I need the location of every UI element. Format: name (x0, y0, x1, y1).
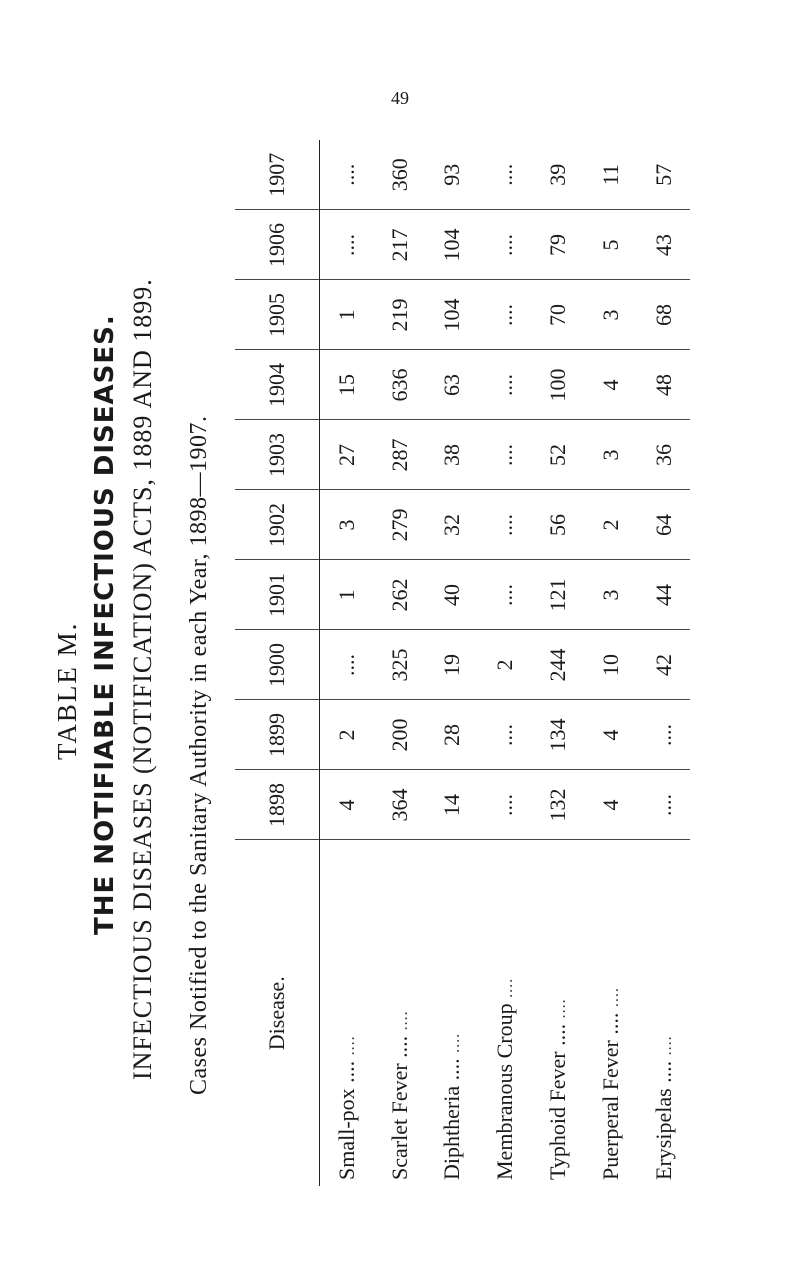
value-cell: 360 (373, 140, 426, 210)
value-cell: 100 (532, 350, 585, 420)
value-cell: .... (479, 140, 532, 210)
value-cell: 10 (584, 630, 637, 700)
value-cell: 44 (637, 560, 690, 630)
table-row (320, 140, 374, 1186)
value-cell: 64 (637, 490, 690, 560)
value-cell: .... (479, 210, 532, 280)
disease-name: Erysipelas .... (650, 1060, 676, 1180)
value-cell: 134 (532, 700, 585, 770)
value-cell: 93 (426, 140, 479, 210)
value-cell: 5 (584, 210, 637, 280)
value-cell: 244 (532, 630, 585, 700)
value-cell: .... (479, 490, 532, 560)
value-cell: 217 (373, 210, 426, 280)
value-cell: .... (479, 350, 532, 420)
year-header: 1904 (235, 350, 320, 420)
value-cell: 4 (584, 700, 637, 770)
value-cell: .... (320, 210, 374, 280)
table-label: TABLE M. (52, 621, 82, 760)
value-cell: 2 (584, 490, 637, 560)
value-cell: 636 (373, 350, 426, 420)
value-cell: .... (637, 770, 690, 840)
value-cell: 2 (320, 700, 374, 770)
year-header: 1905 (235, 280, 320, 350)
value-cell: 32 (426, 490, 479, 560)
leader-dots: .... (393, 1010, 411, 1031)
cases-table (235, 140, 690, 1186)
value-cell: 200 (373, 700, 426, 770)
cases-table-container (235, 140, 690, 1186)
value-cell: 4 (320, 770, 374, 840)
disease-name: Small-pox .... (333, 1060, 359, 1180)
value-cell: .... (479, 560, 532, 630)
value-cell: 19 (426, 630, 479, 700)
disease-name: Membranous Croup (492, 1003, 518, 1180)
value-cell: 52 (532, 420, 585, 490)
disease-name: Scarlet Fever .... (386, 1035, 412, 1180)
value-cell: 2 (479, 630, 532, 700)
value-cell: 364 (373, 770, 426, 840)
year-header: 1900 (235, 630, 320, 700)
value-cell: 1 (320, 280, 374, 350)
value-cell: 36 (637, 420, 690, 490)
year-header: 1907 (235, 140, 320, 210)
table-row (479, 140, 532, 1186)
disease-cell (584, 840, 637, 1186)
value-cell: 70 (532, 280, 585, 350)
value-cell: 121 (532, 560, 585, 630)
leader-dots: .... (446, 1032, 464, 1053)
value-cell: 3 (584, 420, 637, 490)
disease-cell (373, 840, 426, 1186)
value-cell: .... (320, 140, 374, 210)
value-cell: 3 (584, 560, 637, 630)
disease-name: Typhoid Fever .... (545, 1023, 571, 1180)
subtitle: INFECTIOUS DISEASES (NOTIFICATION) ACTS, 1889 AND 1899. (128, 278, 157, 1080)
disease-cell (532, 840, 585, 1186)
value-cell: .... (479, 770, 532, 840)
value-cell: 104 (426, 210, 479, 280)
value-cell: 262 (373, 560, 426, 630)
value-cell: 43 (637, 210, 690, 280)
value-cell: 279 (373, 490, 426, 560)
table-row (426, 140, 479, 1186)
leader-dots: .... (604, 987, 622, 1008)
value-cell: .... (637, 700, 690, 770)
value-cell: 11 (584, 140, 637, 210)
table-row (373, 140, 426, 1186)
disease-cell (479, 840, 532, 1186)
leader-dots: .... (340, 1035, 358, 1056)
value-cell: .... (479, 280, 532, 350)
value-cell: .... (320, 630, 374, 700)
value-cell: 132 (532, 770, 585, 840)
year-header: 1899 (235, 700, 320, 770)
disease-cell (426, 840, 479, 1186)
value-cell: 63 (426, 350, 479, 420)
value-cell: 219 (373, 280, 426, 350)
leader-dots: .... (657, 1035, 675, 1056)
table-row (584, 140, 637, 1186)
year-header: 1906 (235, 210, 320, 280)
table-row (532, 140, 585, 1186)
header-row (235, 140, 320, 1186)
year-header: 1901 (235, 560, 320, 630)
value-cell: .... (479, 420, 532, 490)
year-header: 1898 (235, 770, 320, 840)
year-header: 1902 (235, 490, 320, 560)
value-cell: 4 (584, 350, 637, 420)
value-cell: 1 (320, 560, 374, 630)
value-cell: 79 (532, 210, 585, 280)
disease-name: Puerperal Fever .... (597, 1012, 623, 1180)
value-cell: 104 (426, 280, 479, 350)
page-number: 49 (391, 88, 409, 108)
table-row (637, 140, 690, 1186)
value-cell: 48 (637, 350, 690, 420)
leader-dots: .... (499, 977, 517, 998)
value-cell: 287 (373, 420, 426, 490)
value-cell: 15 (320, 350, 374, 420)
disease-header: Disease. (235, 840, 320, 1186)
leader-dots: .... (552, 998, 570, 1019)
value-cell: 56 (532, 490, 585, 560)
caption: Cases Notified to the Sanitary Authority in each Year, 1898—1907. (186, 415, 212, 1095)
value-cell: 14 (426, 770, 479, 840)
value-cell: 3 (584, 280, 637, 350)
value-cell: 42 (637, 630, 690, 700)
value-cell: 57 (637, 140, 690, 210)
value-cell: 27 (320, 420, 374, 490)
main-title: THE NOTIFIABLE INFECTIOUS DISEASES. (90, 314, 120, 935)
year-header: 1903 (235, 420, 320, 490)
value-cell: 38 (426, 420, 479, 490)
value-cell: .... (479, 700, 532, 770)
value-cell: 4 (584, 770, 637, 840)
disease-cell (637, 840, 690, 1186)
value-cell: 28 (426, 700, 479, 770)
disease-name: Diphtheria .... (439, 1058, 465, 1180)
value-cell: 40 (426, 560, 479, 630)
value-cell: 68 (637, 280, 690, 350)
value-cell: 39 (532, 140, 585, 210)
disease-cell (320, 840, 374, 1186)
value-cell: 325 (373, 630, 426, 700)
value-cell: 3 (320, 490, 374, 560)
